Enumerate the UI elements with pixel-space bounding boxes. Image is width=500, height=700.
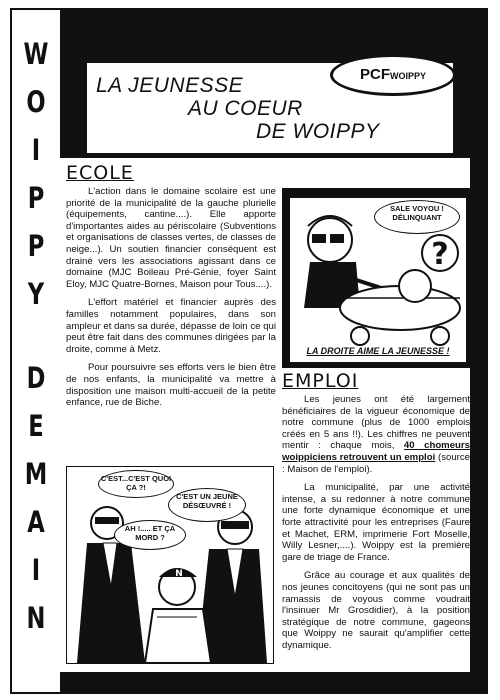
cap-letter: N: [175, 569, 183, 579]
slogan-letter: Y: [27, 277, 45, 311]
ecole-paragraph-3: Pour poursuivre ses efforts vers le bien être de nos enfants, la municipalité va mettre à disposition une maison multi-accueil de la petite enfance, rue de Biche.: [66, 362, 276, 409]
slogan-letter: M: [24, 457, 48, 491]
question-mark: ?: [431, 237, 449, 272]
slogan-letter: O: [26, 85, 46, 119]
cartoon-2-bubble-3: AH !..... ET ÇA MORD ?: [114, 520, 186, 550]
emploi-paragraph-3: Grâce au courage et aux qualités de nos jeunes concitoyens (qui ne sont pas un ramassis de voyous comme voudrait l'insinuer Mr Grosdidier), à la position stratégique de notre commune, gageons que Woippy ne saurait qu'amplifier cette dynamique.: [282, 570, 470, 651]
ecole-section: [66, 162, 276, 409]
cartoon-1-caption: LA DROITE AIME LA JEUNESSE !: [306, 346, 450, 356]
pcf-logo-sub: WOIPPY: [389, 71, 426, 81]
ecole-paragraph-2: L'effort matériel et financier auprès des familles notamment populaires, dans son ampleur et dans sa durée, dépasse de loin ce qui peut être fait dans des communes dirigées par la droite, comme à Metz.: [66, 297, 276, 355]
cartoon-2-bubble-2: C'EST UN JEUNE DÉSŒUVRÉ !: [168, 488, 246, 522]
cartoon-2-bubble-1: C'EST...C'EST QUOI ÇA ?!: [98, 470, 174, 498]
title-line-2: AU COEUR: [188, 97, 303, 120]
slogan-letter: P: [27, 181, 45, 215]
ecole-paragraph-1: L'action dans le domaine scolaire est une priorité de la municipalité de la gauche plurielle (équipements, cantine....). Elle apporte d'importantes aides au périscolaire (Subventions et organisations de classes vertes, de classes de neige...). Un soutien financier conséquent est drainé vers les associations agissant dans ce domaine (MJC Boileau Pré-Génie, foyer Saint Eloy, MJC Quatre-Bornes, Maison pour Tous....).: [66, 186, 276, 290]
emploi-p1-start: Les jeunes ont été largement bénéficiaires de la vigueur économique de notre commune (plus de 1000 emplois créés en 5 ans !!). Les chiffres ne peuvent mentir : chaque mois,: [282, 394, 470, 452]
pcf-logo-main: PCF: [359, 66, 390, 83]
emploi-p1-end: (source : Maison de l'emploi).: [282, 451, 470, 475]
top-black-bar: [60, 10, 486, 50]
bottom-black-bar: [60, 672, 486, 692]
slogan-letter: W: [23, 37, 49, 71]
slogan-letter: A: [27, 505, 45, 539]
pcf-logo: [330, 54, 456, 96]
slogan-letter: I: [31, 553, 41, 587]
cartoon-1-speech-bubble: SALE VOYOU ! DÉLINQUANT: [374, 200, 460, 234]
slogan-letter: D: [26, 361, 46, 395]
slogan-letter: E: [28, 409, 44, 443]
cartoon-2-drawing: [67, 467, 273, 663]
emploi-heading: EMPLOI: [282, 370, 359, 392]
slogan-letter: I: [31, 133, 41, 167]
emploi-section: [282, 370, 470, 651]
slogan-letter: P: [27, 229, 45, 263]
vertical-slogan: [12, 10, 60, 692]
right-black-bar: [470, 10, 486, 692]
emploi-p1-highlight: 40 chomeurs woippiciens retrouvent un emploi: [282, 440, 470, 463]
emploi-paragraph-1: [282, 394, 470, 475]
ecole-heading: ECOLE: [66, 162, 134, 184]
title-line-1: LA JEUNESSE: [96, 74, 244, 97]
title-line-3: DE WOIPPY: [256, 120, 380, 143]
emploi-paragraph-2: La municipalité, par une activité intense, a su redonner à notre commune une forte dynamique économique et une forte attractivité pour les entreprises (Faure et Machet, ERM, imprimerie Fort Moselle, Willy Lesner,....). Woippy est la première gare de triage de France.: [282, 482, 470, 563]
cartoon-2: [66, 466, 274, 664]
slogan-letter: N: [26, 601, 46, 635]
